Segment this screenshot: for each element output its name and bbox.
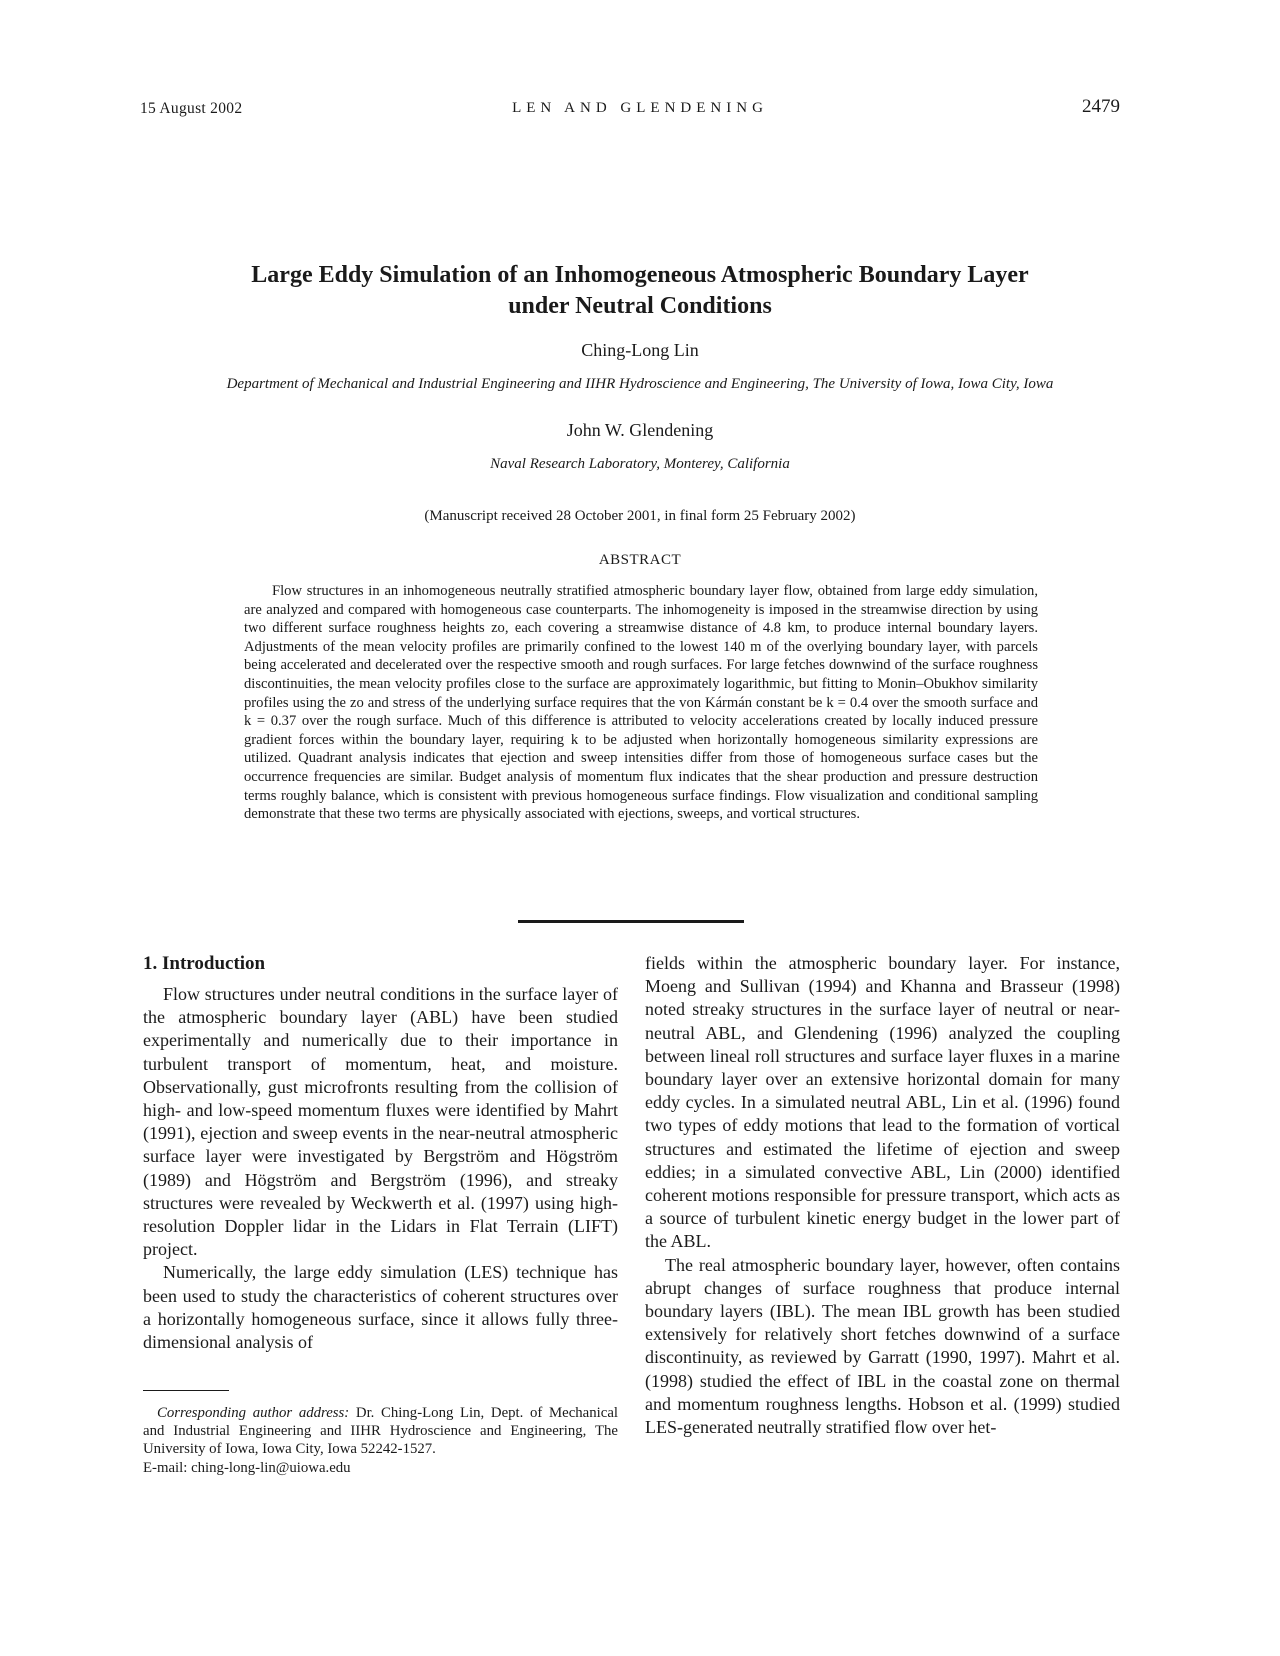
footnote-email[interactable]: E-mail: ching-long-lin@uiowa.edu <box>143 1459 351 1476</box>
title-line-2: under Neutral Conditions <box>508 293 772 319</box>
paper-title <box>0 260 1280 322</box>
body-paragraph: Flow structures under neutral conditions in the surface layer of the atmospheric boundary layer (ABL) have been studied experimentally and numerically due to their importance in turbulent transport of momentum, heat, and moisture. Observationally, gust microfronts resulting from the collision of high- and low-speed momentum fluxes were identified by Mahrt (1991), ejection and sweep events in the near-neutral atmospheric surface layer were investigated by Bergström and Högström (1989) and Högström and Bergström (1996), and streaky structures were revealed by Weckwerth et al. (1997) using high-resolution Doppler lidar in the Lidars in Flat Terrain (LIFT) project. <box>143 984 618 1260</box>
author-name: Ching-Long Lin <box>581 340 699 360</box>
manuscript-received: (Manuscript received 28 October 2001, in final form 25 February 2002) <box>424 508 856 524</box>
body-paragraph: fields within the atmospheric boundary layer. For instance, Moeng and Sullivan (1994) and Khanna and Brasseur (1998) noted streaky structures in the surface layer of neutral or near-neutral ABL, and Glendening (1996) analyzed the coupling between lineal roll structures and surface layer fluxes in a marine boundary layer over an extensive horizontal domain for many eddy cycles. In a simulated neutral ABL, Lin et al. (1996) found two types of eddy motions that lead to the formation of vortical structures and estimated the lifetime of ejection and sweep eddies; in a simulated convective ABL, Lin (2000) identified coherent motions responsible for pressure transport, which acts as a source of turbulent kinetic energy budget in the lower part of the ABL. <box>645 953 1120 1252</box>
author-affiliation: Department of Mechanical and Industrial Engineering and IIHR Hydroscience and Engineering, The University of Iowa, Iowa City, Iowa <box>226 376 1054 392</box>
footnote-rule <box>143 1390 229 1391</box>
author-affiliation: Naval Research Laboratory, Monterey, California <box>490 456 790 472</box>
title-line-1: Large Eddy Simulation of an Inhomogeneous Atmospheric Boundary Layer <box>251 262 1029 288</box>
footnote <box>143 1404 618 1477</box>
running-head: LEN AND GLENDENING <box>512 100 768 116</box>
page-number: 2479 <box>1082 96 1120 117</box>
abstract-heading: ABSTRACT <box>598 552 682 568</box>
running-date: 15 August 2002 <box>140 100 243 117</box>
section-divider <box>518 920 744 923</box>
author-name: John W. Glendening <box>566 420 714 440</box>
footnote-text: Dr. Ching-Long Lin, Dept. of Mechanical and Industrial Engineering and IIHR Hydroscience and Engineering, The University of Iowa, Iowa City, Iowa 52242-1527. <box>143 1405 618 1458</box>
body-paragraph: The real atmospheric boundary layer, however, often contains abrupt changes of surface roughness that produce internal boundary layers (IBL). The mean IBL growth has been studied extensively for relatively short fetches downwind of a surface discontinuity, as reviewed by Garratt (1990, 1997). Mahrt et al. (1998) studied the effect of IBL in the coastal zone on thermal and momentum roughness lengths. Hobson et al. (1999) studied LES-generated neutrally stratified flow over het- <box>645 1254 1120 1438</box>
right-column <box>645 952 1120 1439</box>
left-column <box>143 952 618 1354</box>
body-paragraph: Numerically, the large eddy simulation (LES) technique has been used to study the characteristics of coherent structures over a horizontally homogeneous surface, since it allows fully three-dimensional analysis of <box>143 1262 618 1353</box>
footnote-label: Corresponding author address: <box>157 1405 350 1421</box>
abstract-text: Flow structures in an inhomogeneous neutrally stratified atmospheric boundary layer flow, obtained from large eddy simulation, are analyzed and compared with homogeneous case counterparts. The inhomogeneity is imposed in the streamwise direction by using two different surface roughness heights zo, each covering a streamwise distance of 4.8 km, to produce internal boundary layers. Adjustments of the mean velocity profiles are primarily confined to the lowest 140 m of the overlying boundary layer, with parcels being accelerated and decelerated over the respective smooth and rough surfaces. For large fetches downwind of the surface roughness discontinuities, the mean velocity profiles close to the surface are approximately logarithmic, but fitting to Monin–Obukhov similarity profiles using the zo and stress of the underlying surface requires that the von Kármán constant be k = 0.4 over the smooth surface and k = 0.37 over the rough surface. Much of this difference is attributed to velocity accelerations created by locally induced pressure gradient forces within the boundary layer, requiring k to be adjusted when horizontally homogeneous similarity expressions are utilized. Quadrant analysis indicates that ejection and sweep intensities differ from those of homogeneous surface cases but the occurrence frequencies are similar. Budget analysis of momentum flux indicates that the shear production and pressure destruction terms roughly balance, which is consistent with previous homogeneous surface findings. Flow visualization and conditional sampling demonstrate that these two terms are physically associated with ejections, sweeps, and vortical structures. <box>244 583 1038 823</box>
section-heading: 1. Introduction <box>143 953 266 974</box>
